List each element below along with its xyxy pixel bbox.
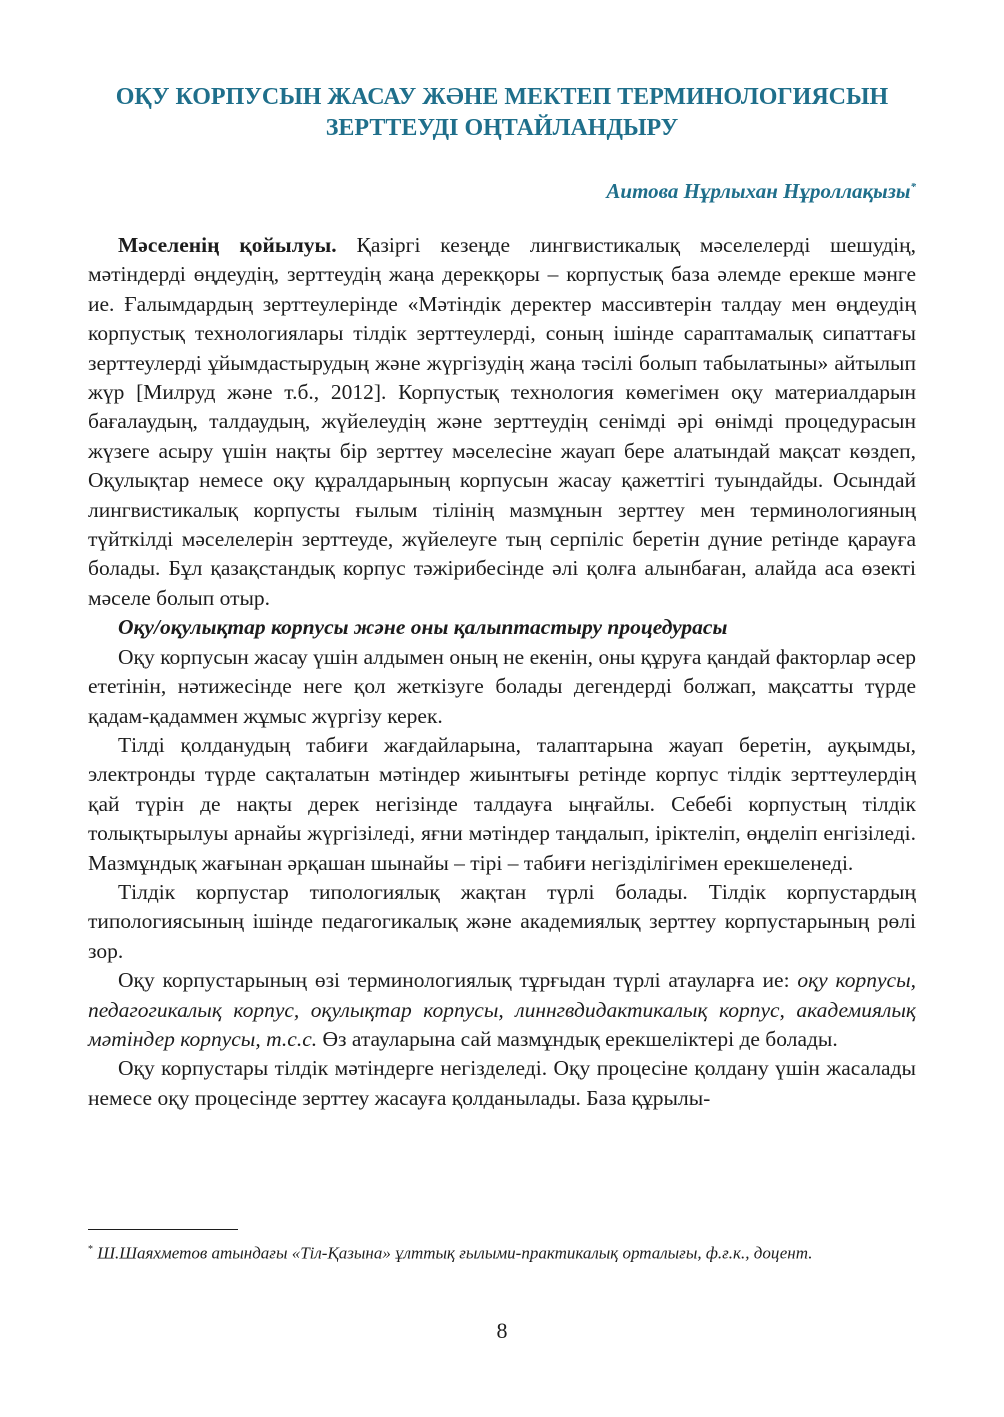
paragraph-5-start: Оқу корпустарының өзі терминологиялық тұрғыдан түрлі атауларға ие: [118, 968, 798, 993]
paragraph-6: Оқу корпустары тілдік мәтіндерге негізделеді. Оқу процесіне қолдану үшін жасалады немесе оқу процесінде зерттеу жасауға қолданылады. База құрылы- [88, 1056, 916, 1110]
article-page [88, 82, 916, 1113]
title-line-2: ЗЕРТТЕУДІ ОҢТАЙЛАНДЫРУ [325, 115, 679, 141]
footnote-text: Ш.Шаяхметов атындағы «Тіл-Қазына» ұлттық ғылыми-практикалық орталығы, ф.ғ.к., доцент. [93, 1243, 813, 1263]
paragraph-2: Оқу корпусын жасау үшін алдымен оның не екенін, оны құруға қандай факторлар әсер ететінін, нәтижесінде неге қол жеткізуге болады дегендерді болжап, мақсатты түрде қадам-қадаммен жұмыс жүргізу керек. [88, 644, 916, 728]
author-name: Аитова Нұрлыхан Нұроллақызы [606, 179, 911, 203]
section-lead: Мәселенің қойылуы. [118, 233, 337, 257]
paragraph-5-end: Өз атауларына сай мазмұндық ерекшеліктері де болады. [317, 1026, 838, 1051]
article-title [88, 82, 916, 144]
section-subheading: Оқу/оқулықтар корпусы және оны қалыптастыру процедурасы [118, 615, 728, 640]
paragraph-5 [88, 966, 916, 1054]
paragraph-5-italic-terms: оқу корпусы, педагогикалық корпус, оқулықтар корпусы, линнгвдидактикалық корпус, академиялық мәтіндер корпусы, т.с.с. [88, 968, 916, 1051]
footnote [88, 1238, 916, 1266]
article-body [88, 231, 916, 1113]
page-number: 8 [496, 1318, 508, 1343]
author-line [88, 174, 916, 204]
paragraph-1-text: Қазіргі кезеңде лингвистикалық мәселелерді шешудің, мәтіндерді өңдеудің, зерттеудің жаңа дерекқоры – корпустық база әлемде ерекше мәнге ие. Ғалымдардың зерттеулерінде «Мәтіндік деректер массивтерін талдау мен өңдеудің корпустық технологиялары тілдік зерттеулерді, соның ішінде сараптамалық сипаттағы зерттеулерді ұйымдастырудың және жүргізудің жаңа тәсілі болып табылатыны» айтылып жүр [Милруд және т.б., 2012]. Корпустық технология көмегімен оқу материалдарын бағалаудың, талдаудың, жүйелеудің және зерттеудің сенімді әрі өнімді процедурасын жүзеге асыру үшін нақты бір зерттеу мәселесіне жауап бере алатындай мақсат көздеп, Оқулықтар немесе оқу құралдарының корпусын жасау қажеттігі туындайды. Осындай лингвистикалық корпусты ғылым тілінің мазмұнын зерттеу мен терминологияның түйткілді мәселелерін зерттеуде, жүйелеуге тың серпіліс беретін дүние ретінде қарауға болады. Бұл қазақстандық корпус тәжірибесінде әлі қолға алынбаған, алайда аса өзекті мәселе болып отыр. [88, 233, 916, 610]
footnote-mark: * [88, 1244, 93, 1255]
title-line-1: ОҚУ КОРПУСЫН ЖАСАУ ЖӘНЕ МЕКТЕП ТЕРМИНОЛОГИЯСЫН [115, 84, 889, 110]
paragraph-1 [88, 231, 916, 613]
author-footnote-mark[interactable]: * [910, 181, 916, 193]
footnote-divider [88, 1229, 238, 1230]
paragraph-4: Тілдік корпустар типологиялық жақтан түрлі болады. Тілдік корпустардың типологиясының ішінде педагогикалық және академиялық зерттеу корпустарының рөлі зор. [88, 879, 916, 963]
paragraph-3: Тілді қолданудың табиғи жағдайларына, талаптарына жауап беретін, ауқымды, электронды түрде сақталатын мәтіндер жиынтығы ретінде корпус тілдік зерттеулердің қай түрін де нақты дерек негізінде талдауға ыңғайлы. Себебі корпустың тілдік толықтырылуы арнайы жүргізіледі, яғни мәтіндер таңдалып, іріктеліп, өңделіп енгізіледі. Мазмұндық жағынан әрқашан шынайы – тірі – табиғи негізділігімен ерекшеленеді. [88, 732, 916, 875]
